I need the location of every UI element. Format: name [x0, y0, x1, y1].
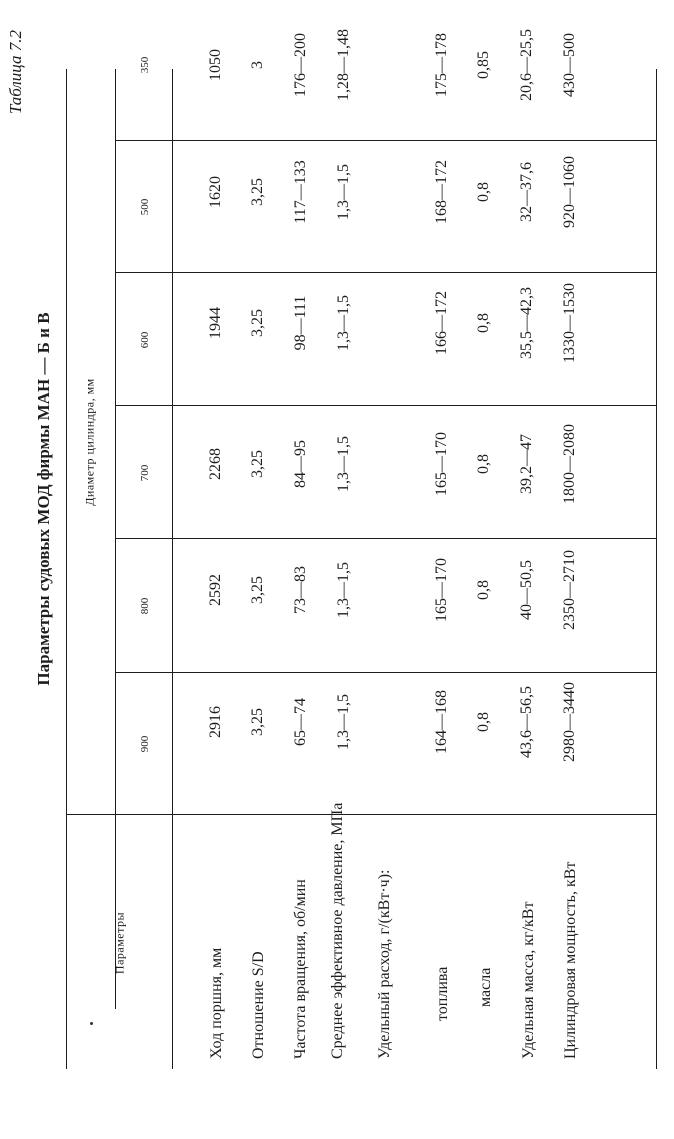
diameter-600: 600 [139, 331, 151, 349]
table-cell: 3,25 [249, 178, 266, 206]
table-cell: 1,3—1,5 [335, 164, 352, 220]
column-divider-5 [115, 140, 656, 141]
column-divider-1 [115, 672, 656, 673]
table-cell: 1944 [207, 307, 224, 339]
table-top-rule [66, 69, 67, 1069]
header-bottom-rule [172, 69, 173, 1069]
diameter-500: 500 [139, 198, 151, 216]
diameter-group-header: Диаметр цилиндра, мм [82, 378, 97, 506]
table-cell: 73—83 [292, 566, 309, 614]
table-cell: 84—95 [292, 440, 309, 488]
table-cell: 1,3—1,5 [335, 562, 352, 618]
subheader-rule [115, 69, 116, 1009]
table-cell: 168—172 [433, 160, 450, 224]
row-label-oil: масла [477, 967, 494, 1007]
table-cell: 2916 [207, 706, 224, 738]
diameter-900: 900 [139, 735, 151, 753]
table-caption: Таблица 7.2 [6, 30, 25, 115]
table-title: Параметры судовых МОД фирмы МАН — Б и В [34, 312, 53, 686]
row-label-sd-ratio: Отношение S/D [250, 951, 267, 1059]
diameter-800: 800 [139, 597, 151, 615]
table-cell: 35,5—42,3 [518, 287, 535, 359]
table-cell: 175—178 [433, 33, 450, 97]
table-cell: 1330—1530 [561, 283, 578, 363]
table-cell: 1,3—1,5 [335, 295, 352, 351]
table-cell: 3,25 [249, 708, 266, 736]
row-label-cylinder-power: Цилиндровая мощность, кВт [562, 861, 579, 1059]
table-cell: 3,25 [249, 450, 266, 478]
row-label-stroke: Ход поршня, мм [208, 947, 225, 1059]
table-cell: 43,6—56,5 [518, 686, 535, 758]
table-cell: 0,8 [475, 313, 492, 333]
table-cell: 1,3—1,5 [335, 694, 352, 750]
table-cell: 176—200 [292, 33, 309, 97]
table-cell: 2350—2710 [561, 550, 578, 630]
table-cell: 2268 [207, 448, 224, 480]
table-cell: 1620 [207, 176, 224, 208]
scan-speck [90, 1022, 93, 1025]
table-cell: 3,25 [249, 576, 266, 604]
table-cell: 65—74 [292, 698, 309, 746]
table-cell: 20,6—25,5 [518, 29, 535, 101]
table-cell: 1,28—1,48 [335, 29, 352, 101]
row-label-fuel: топлива [434, 966, 451, 1021]
table-cell: 165—170 [433, 432, 450, 496]
table-cell: 164—168 [433, 690, 450, 754]
table-cell: 2980—3440 [561, 682, 578, 762]
column-divider-params [66, 814, 656, 815]
param-header: Параметры [112, 911, 127, 975]
table-cell: 1800—2080 [561, 424, 578, 504]
table-cell: 430—500 [561, 33, 578, 97]
table-bottom-rule [656, 69, 657, 1069]
table-cell: 1,3—1,5 [335, 436, 352, 492]
row-label-mean-pressure: Среднее эффективное давление, МПа [329, 802, 346, 1059]
table-cell: 166—172 [433, 291, 450, 355]
table-cell: 40—50,5 [518, 560, 535, 620]
table-cell: 920—1060 [561, 156, 578, 228]
table-cell: 0,8 [475, 712, 492, 732]
table-cell: 32—37,6 [518, 162, 535, 222]
table-cell: 0,85 [475, 51, 492, 79]
table-cell: 0,8 [475, 182, 492, 202]
row-label-specific-mass: Удельная масса, кг/кВт [520, 901, 537, 1059]
column-divider-3 [115, 405, 656, 406]
table-cell: 165—170 [433, 558, 450, 622]
row-label-specific-consumption: Удельный расход, г/(кВт·ч): [376, 869, 393, 1059]
column-divider-2 [115, 538, 656, 539]
table-cell: 1050 [207, 49, 224, 81]
table-cell: 117—133 [292, 160, 309, 224]
table-cell: 3,25 [249, 309, 266, 337]
diameter-350: 350 [139, 56, 151, 74]
diameter-700: 700 [139, 464, 151, 482]
table-cell: 0,8 [475, 454, 492, 474]
table-cell: 0,8 [475, 580, 492, 600]
row-label-rpm: Частота вращения, об/мин [292, 879, 309, 1059]
table-cell: 39,2—47 [518, 434, 535, 494]
table-cell: 3 [249, 61, 266, 69]
table-cell: 2592 [207, 574, 224, 606]
column-divider-4 [115, 272, 656, 273]
table-cell: 98—111 [292, 295, 309, 351]
